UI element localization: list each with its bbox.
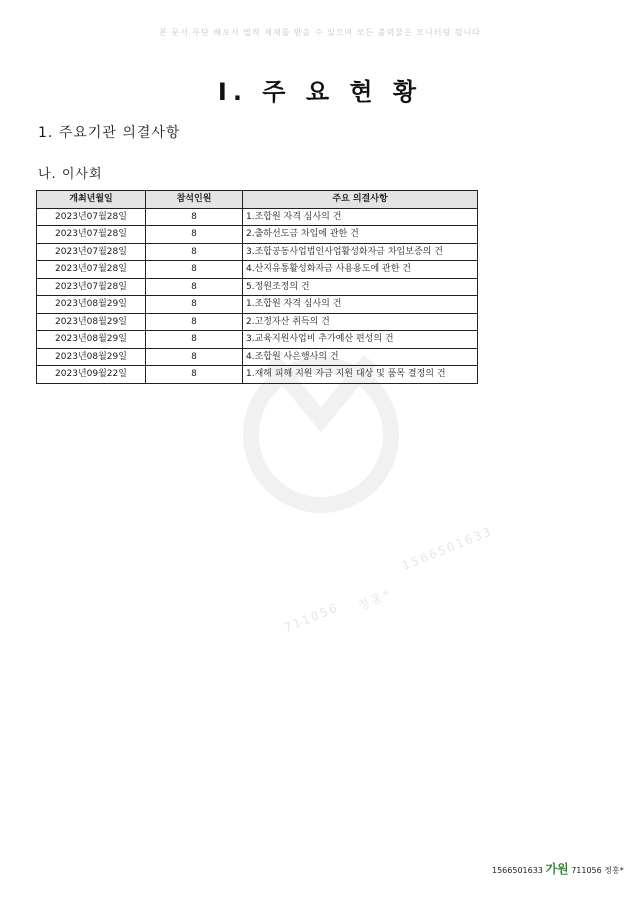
cell-date: 2023년08월29일 [37, 348, 146, 366]
cell-attendees: 8 [146, 226, 243, 244]
cell-agenda: 2.출하선도금 차입에 관한 건 [243, 226, 478, 244]
page-title: Ⅰ. 주 요 현 황 [217, 78, 423, 106]
subsection-heading: 나. 이사회 [38, 167, 103, 182]
table-row [37, 331, 478, 349]
header-attendees: 참석인원 [146, 191, 243, 209]
cell-date: 2023년08월29일 [37, 331, 146, 349]
cell-attendees: 8 [146, 296, 243, 314]
cell-agenda: 2.고정자산 취득의 건 [243, 313, 478, 331]
footer-id: 1566501633 [492, 866, 543, 875]
cell-date: 2023년08월29일 [37, 296, 146, 314]
cell-attendees: 8 [146, 243, 243, 261]
cell-agenda: 1.조합원 자격 심사의 건 [243, 296, 478, 314]
table-row [37, 296, 478, 314]
header-agenda: 주요 의결사항 [243, 191, 478, 209]
table-row [37, 366, 478, 384]
cell-agenda: 3.교육지원사업비 추가예산 편성의 건 [243, 331, 478, 349]
cell-date: 2023년08월29일 [37, 313, 146, 331]
cell-agenda: 4.산지유통활성화자금 사용용도에 관한 건 [243, 261, 478, 279]
cell-date: 2023년09월22일 [37, 366, 146, 384]
footer-code: 711056 [571, 866, 602, 875]
table-row [37, 226, 478, 244]
footer-stamp [492, 860, 624, 877]
cell-agenda: 4.조합원 사은행사의 건 [243, 348, 478, 366]
table-header-row [37, 191, 478, 209]
watermark-code: 711056 [282, 600, 341, 635]
cell-attendees: 8 [146, 208, 243, 226]
footer-logo: 가원 [545, 862, 569, 876]
cell-agenda: 3.조합공동사업법인사업활성화자금 차입보증의 건 [243, 243, 478, 261]
confidentiality-notice: 본 문서 무단 배포시 법적 제재를 받을 수 있으며 모든 출력물은 모니터링 됩니다 [159, 28, 481, 37]
cell-attendees: 8 [146, 348, 243, 366]
cell-attendees: 8 [146, 331, 243, 349]
cell-agenda: 1.조합원 자격 심사의 건 [243, 208, 478, 226]
cell-date: 2023년07월28일 [37, 208, 146, 226]
cell-date: 2023년07월28일 [37, 226, 146, 244]
cell-agenda: 1.재해 피해 지원 자금 지원 대상 및 품목 결정의 건 [243, 366, 478, 384]
cell-attendees: 8 [146, 313, 243, 331]
cell-attendees: 8 [146, 261, 243, 279]
cell-agenda: 5.정원조정의 건 [243, 278, 478, 296]
cell-date: 2023년07월28일 [37, 278, 146, 296]
table-row [37, 278, 478, 296]
cell-attendees: 8 [146, 366, 243, 384]
section-heading: 1. 주요기관 의결사항 [38, 125, 181, 141]
watermark-id: 1566501633 [400, 523, 495, 573]
table-row [37, 348, 478, 366]
footer-name: 정홍* [604, 866, 624, 875]
cell-date: 2023년07월28일 [37, 243, 146, 261]
watermark-name: 정홍* [355, 586, 394, 613]
table-row [37, 208, 478, 226]
table-row [37, 243, 478, 261]
cell-date: 2023년07월28일 [37, 261, 146, 279]
cell-attendees: 8 [146, 278, 243, 296]
board-resolutions-table [36, 190, 478, 384]
table-row [37, 313, 478, 331]
table-row [37, 261, 478, 279]
header-date: 개최년월일 [37, 191, 146, 209]
